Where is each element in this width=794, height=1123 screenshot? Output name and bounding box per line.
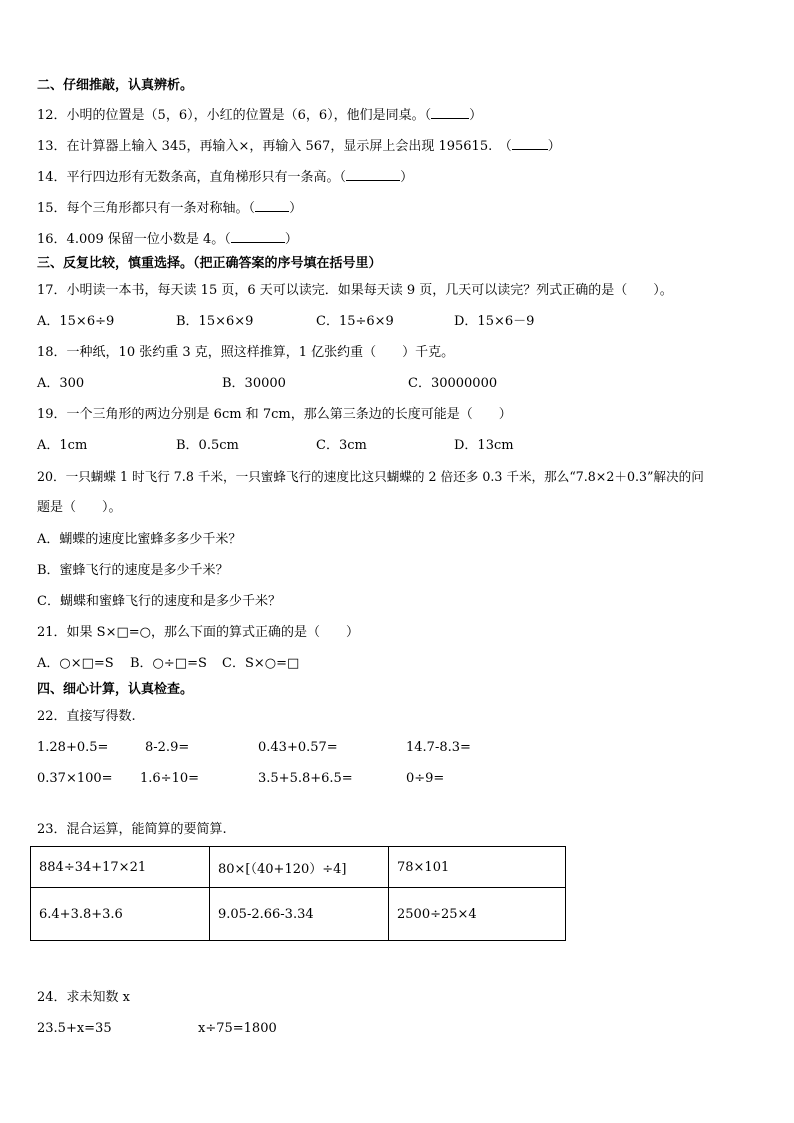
question-16	[37, 230, 298, 248]
q18-option-b[interactable]: B．30000	[222, 376, 286, 391]
q23-cell: 884÷34+17×21	[31, 847, 210, 888]
section-4-heading: 四、细心计算，认真检查。	[37, 682, 194, 697]
q21-option-b[interactable]: B．○÷□=S	[130, 656, 207, 671]
q23-cell: 2500÷25×4	[389, 888, 566, 941]
q12-answer-blank[interactable]	[431, 106, 469, 119]
q13-answer-blank[interactable]	[512, 137, 548, 150]
question-22-title: 22．直接写得数.	[37, 709, 136, 724]
question-20-line-2: 题是（ ）。	[37, 500, 122, 515]
question-12	[37, 106, 482, 124]
q22-expr-3: 0.43+0.57=	[258, 740, 338, 755]
q16-answer-blank[interactable]	[231, 230, 285, 243]
q17-option-b[interactable]: B．15×6×9	[176, 314, 254, 329]
q24-equation-2: x÷75=1800	[198, 1021, 277, 1036]
q22-expr-7: 3.5+5.8+6.5=	[258, 771, 353, 786]
q19-option-d[interactable]: D．13cm	[454, 438, 514, 453]
q17-option-d[interactable]: D．15×6－9	[454, 314, 535, 329]
q23-expression-table	[30, 846, 566, 941]
q15-close: ）	[289, 201, 303, 216]
q15-num: 15．	[37, 201, 67, 216]
q16-text: 4.009 保留一位小数是 4。（	[66, 232, 231, 247]
q22-expr-1: 1.28+0.5=	[37, 740, 109, 755]
q24-equation-1: 23.5+x=35	[37, 1021, 112, 1036]
q16-close: ）	[284, 232, 298, 247]
question-19: 19．一个三角形的两边分别是 6cm 和 7cm，那么第三条边的长度可能是（ ）	[37, 407, 512, 422]
q20-option-a[interactable]: A．蝴蝶的速度比蜜蜂多多少千米？	[37, 532, 242, 547]
table-row	[31, 888, 566, 941]
q16-num: 16．	[37, 232, 67, 247]
q20-option-b[interactable]: B．蜜蜂飞行的速度是多少千米？	[37, 563, 229, 578]
q17-option-c[interactable]: C．15÷6×9	[316, 314, 394, 329]
q22-expr-4: 14.7-8.3=	[406, 740, 471, 755]
q14-answer-blank[interactable]	[346, 168, 400, 181]
question-21: 21．如果 S×□=○，那么下面的算式正确的是（ ）	[37, 625, 359, 640]
q15-text: 每个三角形都只有一条对称轴。（	[66, 201, 256, 216]
q22-expr-2: 8-2.9=	[145, 740, 190, 755]
q21-option-a[interactable]: A．○×□=S	[37, 656, 114, 671]
q19-option-c[interactable]: C．3cm	[316, 438, 367, 453]
q23-cell: 78×101	[389, 847, 566, 888]
q20-option-c[interactable]: C．蝴蝶和蜜蜂飞行的速度和是多少千米？	[37, 594, 281, 609]
q12-num: 12．	[37, 108, 67, 123]
question-20-line-1: 20．一只蝴蝶 1 时飞行 7.8 千米，一只蜜蜂飞行的速度比这只蝴蝶的 2 倍还多 0.3 千米，那么“7.8×2＋0.3”解决的问	[37, 469, 704, 484]
q13-close: ）	[547, 139, 561, 154]
q17-option-a[interactable]: A．15×6÷9	[37, 314, 115, 329]
q18-option-a[interactable]: A．300	[37, 376, 85, 391]
question-15	[37, 199, 302, 217]
question-14	[37, 168, 413, 186]
section-2-heading: 二、仔细推敲，认真辨析。	[37, 78, 194, 93]
q12-close: ）	[469, 108, 483, 123]
q15-answer-blank[interactable]	[255, 199, 289, 212]
question-23-title: 23．混合运算，能简算的要简算.	[37, 822, 227, 837]
question-18: 18．一种纸，10 张约重 3 克，照这样推算，1 亿张约重（ ）千克。	[37, 345, 455, 360]
table-row	[31, 847, 566, 888]
q14-close: ）	[400, 170, 414, 185]
q19-option-a[interactable]: A．1cm	[37, 438, 88, 453]
section-3-heading: 三、反复比较，慎重选择。（把正确答案的序号填在括号里）	[37, 256, 382, 271]
q13-text: 在计算器上输入 345，再输入×，再输入 567，显示屏上会出现 195615. （	[66, 139, 512, 154]
question-24-title: 24．求未知数 x	[37, 990, 131, 1005]
q18-option-c[interactable]: C．30000000	[408, 376, 498, 391]
q23-cell: 9.05-2.66-3.34	[210, 888, 389, 941]
q14-text: 平行四边形有无数条高，直角梯形只有一条高。（	[66, 170, 347, 185]
q14-num: 14．	[37, 170, 67, 185]
q22-expr-8: 0÷9=	[406, 771, 445, 786]
q22-expr-5: 0.37×100=	[37, 771, 113, 786]
q13-num: 13．	[37, 139, 67, 154]
q23-cell: 80×[（40+120）÷4]	[210, 847, 389, 888]
q22-expr-6: 1.6÷10=	[140, 771, 200, 786]
q23-cell: 6.4+3.8+3.6	[31, 888, 210, 941]
q21-option-c[interactable]: C．S×○=□	[222, 656, 300, 671]
q19-option-b[interactable]: B．0.5cm	[176, 438, 239, 453]
question-17: 17．小明读一本书，每天读 15 页，6 天可以读完．如果每天读 9 页，几天可以读完？列式正确的是（ ）。	[37, 283, 673, 298]
q12-text: 小明的位置是（5，6），小红的位置是（6，6），他们是同桌。（	[66, 108, 432, 123]
question-13	[37, 137, 561, 155]
